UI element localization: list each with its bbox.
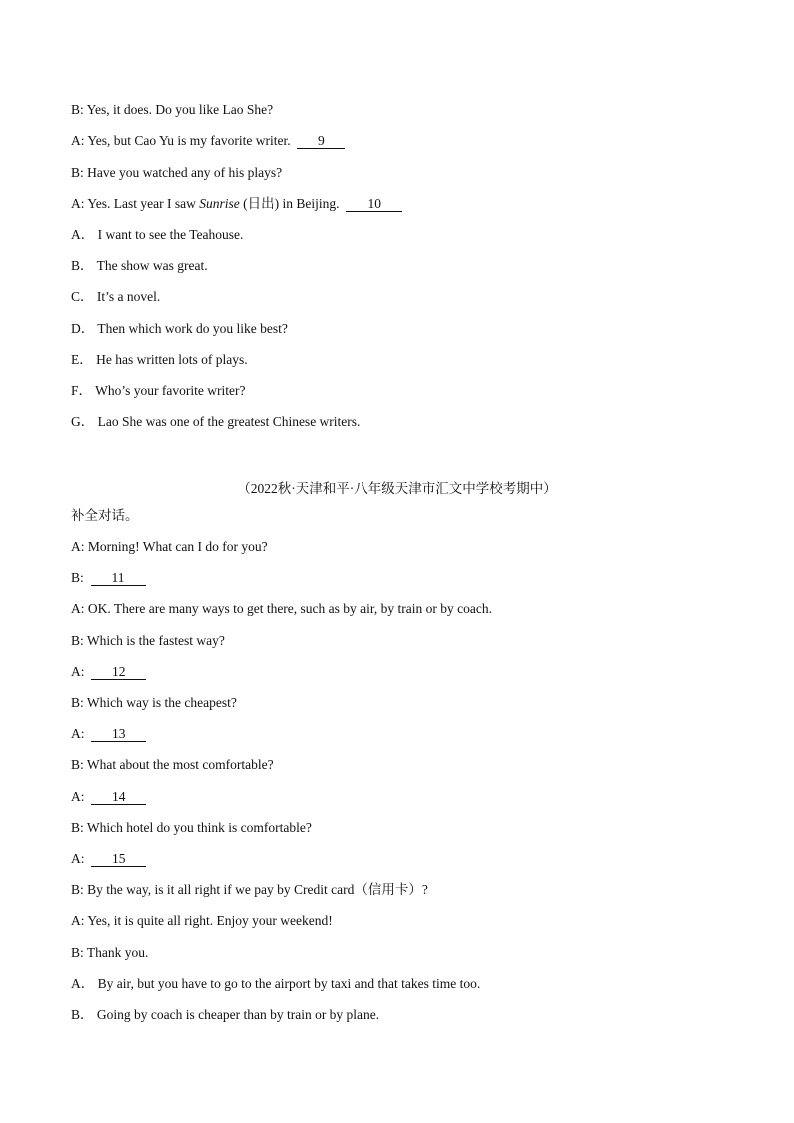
utterance: By the way, is it all right if we pay by Credit card（信用卡）? bbox=[87, 882, 428, 897]
speaker: A: bbox=[71, 913, 85, 928]
dialogue-line bbox=[71, 945, 148, 961]
option-text: Going by coach is cheaper than by train or by plane. bbox=[96, 1007, 380, 1022]
option-text: Who’s your favorite writer? bbox=[95, 383, 246, 398]
dialogue-line bbox=[71, 882, 428, 898]
speaker: A: bbox=[71, 726, 85, 741]
answer-blank-13[interactable]: 13 bbox=[91, 727, 146, 742]
answer-blank-12[interactable]: 12 bbox=[91, 665, 146, 680]
utterance: What about the most comfortable? bbox=[86, 757, 274, 772]
speaker: A: bbox=[71, 196, 85, 211]
option-label: D． bbox=[71, 321, 95, 336]
option-label: A． bbox=[71, 227, 95, 242]
option-item bbox=[71, 321, 288, 337]
option-item bbox=[71, 414, 360, 430]
option-label: B． bbox=[71, 1007, 94, 1022]
speaker: B: bbox=[71, 695, 84, 710]
speaker: B: bbox=[71, 757, 84, 772]
speaker: B: bbox=[71, 882, 84, 897]
dialogue-line bbox=[71, 601, 492, 617]
answer-blank-11[interactable]: 11 bbox=[91, 571, 146, 586]
dialogue-line bbox=[71, 165, 282, 181]
dialogue-line bbox=[71, 851, 146, 867]
speaker: B: bbox=[71, 820, 84, 835]
utterance: Morning! What can I do for you? bbox=[87, 539, 268, 554]
speaker: B: bbox=[71, 102, 84, 117]
option-label: G． bbox=[71, 414, 95, 429]
option-label: C． bbox=[71, 289, 94, 304]
option-label: E． bbox=[71, 352, 93, 367]
dialogue-line bbox=[71, 695, 237, 711]
utterance: (日出) in Beijing. bbox=[243, 196, 340, 211]
speaker: A: bbox=[71, 601, 85, 616]
utterance: OK. There are many ways to get there, such as by air, by train or by coach. bbox=[87, 601, 492, 616]
option-label: B． bbox=[71, 258, 94, 273]
speaker: A: bbox=[71, 664, 85, 679]
speaker: B: bbox=[71, 633, 84, 648]
utterance: Thank you. bbox=[86, 945, 149, 960]
option-item bbox=[71, 1007, 379, 1023]
question-source: （2022秋·天津和平·八年级天津市汇文中学校考期中） bbox=[237, 481, 557, 496]
play-title: Sunrise bbox=[199, 196, 240, 211]
dialogue-line bbox=[71, 820, 312, 836]
dialogue-line bbox=[71, 102, 273, 118]
answer-blank-14[interactable]: 14 bbox=[91, 790, 146, 805]
dialogue-line bbox=[71, 633, 225, 649]
option-text: Lao She was one of the greatest Chinese writers. bbox=[97, 414, 361, 429]
option-text: The show was great. bbox=[96, 258, 208, 273]
option-text: I want to see the Teahouse. bbox=[97, 227, 244, 242]
speaker: B: bbox=[71, 945, 84, 960]
answer-blank-10[interactable]: 10 bbox=[346, 197, 402, 212]
option-text: Then which work do you like best? bbox=[97, 321, 288, 336]
option-item bbox=[71, 227, 243, 243]
option-label: A． bbox=[71, 976, 95, 991]
speaker: B: bbox=[71, 570, 84, 585]
dialogue-line bbox=[71, 664, 146, 680]
speaker: B: bbox=[71, 165, 84, 180]
utterance: Which is the fastest way? bbox=[86, 633, 225, 648]
utterance: Yes, but Cao Yu is my favorite writer. bbox=[87, 133, 291, 148]
dialogue-line bbox=[71, 789, 146, 805]
speaker: A: bbox=[71, 539, 85, 554]
utterance: Yes. Last year I saw bbox=[87, 196, 196, 211]
dialogue-line bbox=[71, 757, 274, 773]
option-text: It’s a novel. bbox=[96, 289, 161, 304]
option-item bbox=[71, 976, 480, 992]
speaker: A: bbox=[71, 789, 85, 804]
utterance: Have you watched any of his plays? bbox=[87, 165, 283, 180]
option-item bbox=[71, 289, 160, 305]
answer-blank-9[interactable]: 9 bbox=[297, 134, 345, 149]
utterance: Which hotel do you think is comfortable? bbox=[86, 820, 312, 835]
option-item bbox=[71, 258, 208, 274]
speaker: A: bbox=[71, 851, 85, 866]
utterance: Yes, it is quite all right. Enjoy your weekend! bbox=[87, 913, 333, 928]
dialogue-line bbox=[71, 196, 402, 212]
utterance: Yes, it does. Do you like Lao She? bbox=[86, 102, 274, 117]
answer-blank-15[interactable]: 15 bbox=[91, 852, 146, 867]
option-text: He has written lots of plays. bbox=[96, 352, 248, 367]
dialogue-line bbox=[71, 570, 146, 586]
option-item bbox=[71, 383, 245, 399]
option-item bbox=[71, 352, 248, 368]
speaker: A: bbox=[71, 133, 85, 148]
dialogue-line bbox=[71, 726, 146, 742]
dialogue-line bbox=[71, 133, 345, 149]
utterance: Which way is the cheapest? bbox=[86, 695, 237, 710]
dialogue-line bbox=[71, 913, 333, 929]
option-label: F． bbox=[71, 383, 93, 398]
instruction: 补全对话。 bbox=[71, 508, 139, 523]
dialogue-line bbox=[71, 539, 268, 555]
option-text: By air, but you have to go to the airport by taxi and that takes time too. bbox=[97, 976, 481, 991]
